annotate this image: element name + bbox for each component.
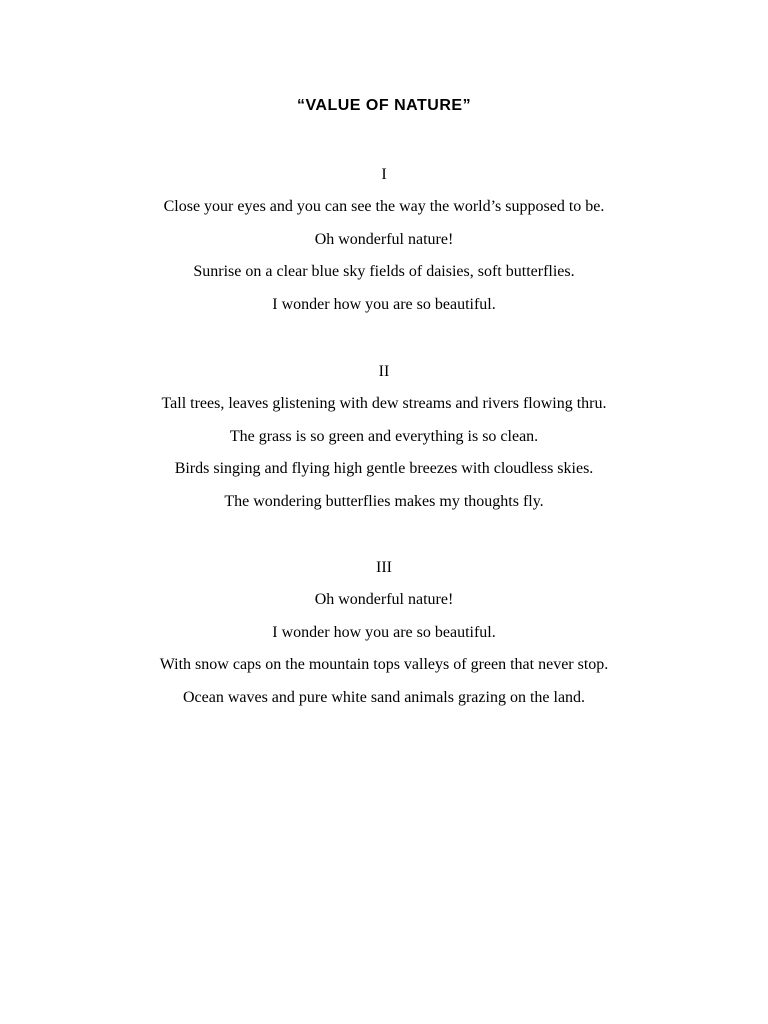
poem-line: Oh wonderful nature!	[314, 591, 454, 608]
poem-line: Birds singing and flying high gentle breezes with cloudless skies.	[174, 460, 594, 478]
stanza-2	[0, 361, 768, 524]
poem-line: Sunrise on a clear blue sky fields of daisies, soft butterflies.	[193, 263, 575, 281]
poem-title: “VALUE OF NATURE”	[296, 97, 472, 114]
stanza-1	[0, 164, 768, 327]
stanza-3	[0, 557, 768, 720]
poem-line: The wondering butterflies makes my thoughts fly.	[224, 493, 544, 511]
stanza-numeral: I	[381, 166, 387, 183]
poem-line: Tall trees, leaves glistening with dew streams and rivers flowing thru.	[161, 395, 607, 412]
poem-line: Close your eyes and you can see the way the world’s supposed to be.	[163, 198, 605, 215]
poem-line: I wonder how you are so beautiful.	[272, 623, 496, 641]
stanza-numeral: II	[378, 363, 390, 380]
poem-line: With snow caps on the mountain tops valleys of green that never stop.	[159, 656, 609, 674]
poem-line: Oh wonderful nature!	[314, 230, 454, 248]
poem-line: The grass is so green and everything is so clean.	[229, 427, 539, 445]
poem-line: I wonder how you are so beautiful.	[272, 296, 496, 314]
poem-line: Ocean waves and pure white sand animals grazing on the land.	[182, 689, 586, 707]
stanza-numeral: III	[376, 559, 392, 576]
